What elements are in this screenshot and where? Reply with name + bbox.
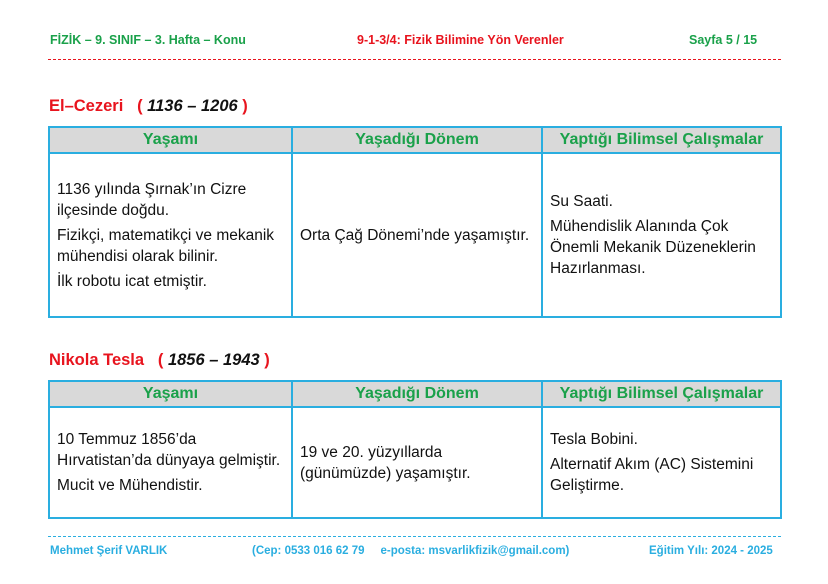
footer-contact: (Cep: 0533 016 62 79 e-posta: msvarlikfizik@gmail.com) bbox=[252, 545, 570, 557]
column-header-life: Yaşamı bbox=[49, 381, 292, 407]
column-header-works: Yaptığı Bilimsel Çalışmalar bbox=[542, 127, 781, 153]
table-row bbox=[49, 407, 781, 518]
table-row bbox=[49, 153, 781, 317]
footer-author: Mehmet Şerif VARLIK bbox=[50, 545, 168, 557]
column-header-period: Yaşadığı Dönem bbox=[292, 127, 542, 153]
cell-works bbox=[542, 153, 781, 317]
scientist-name: El–Cezeri bbox=[49, 97, 124, 115]
table-header-row bbox=[49, 381, 781, 407]
header-topic-title: 9-1-3/4: Fizik Bilimine Yön Verenler bbox=[357, 33, 564, 47]
header-course-label: FİZİK – 9. SINIF – 3. Hafta – Konu bbox=[50, 33, 246, 47]
footer-academic-year: Eğitim Yılı: 2024 - 2025 bbox=[649, 545, 773, 557]
cell-period bbox=[292, 407, 542, 518]
cell-works bbox=[542, 407, 781, 518]
scientist-years: 1136 – 1206 bbox=[147, 97, 238, 115]
life-item: 10 Temmuz 1856’da Hırvatistan’da dünyaya gelmiştir. bbox=[57, 431, 281, 469]
cell-life bbox=[49, 153, 292, 317]
header-divider bbox=[48, 59, 781, 60]
life-item: Mucit ve Mühendistir. bbox=[57, 477, 203, 494]
work-item: Mühendislik Alanında Çok Önemli Mekanik Düzeneklerin Hazırlanması. bbox=[550, 218, 756, 277]
section-title-el-cezeri: El–Cezeri ( 1136 – 1206 ) bbox=[49, 97, 248, 115]
el-cezeri-table bbox=[48, 126, 782, 318]
column-header-works: Yaptığı Bilimsel Çalışmalar bbox=[542, 381, 781, 407]
scientist-years: 1856 – 1943 bbox=[167, 351, 260, 369]
work-item: Tesla Bobini. bbox=[550, 431, 638, 448]
header-page-number: Sayfa 5 / 15 bbox=[689, 33, 758, 47]
cell-period bbox=[292, 153, 542, 317]
column-header-life: Yaşamı bbox=[49, 127, 292, 153]
cell-life bbox=[49, 407, 292, 518]
period-item: Orta Çağ Dönemi’nde yaşamıştır. bbox=[300, 226, 530, 244]
scientist-name: Nikola Tesla bbox=[49, 351, 145, 369]
life-item: 1136 yılında Şırnak’ın Cizre ilçesinde doğdu. bbox=[57, 180, 247, 219]
work-item: Su Saati. bbox=[550, 193, 613, 210]
work-item: Alternatif Akım (AC) Sistemini Geliştirme. bbox=[550, 456, 754, 494]
life-item: İlk robotu icat etmiştir. bbox=[57, 272, 207, 290]
table-header-row bbox=[49, 127, 781, 153]
footer-divider bbox=[48, 536, 781, 537]
section-title-nikola-tesla: Nikola Tesla ( 1856 – 1943 ) bbox=[49, 351, 270, 369]
period-item: 19 ve 20. yüzyıllarda (günümüzde) yaşamıştır. bbox=[300, 443, 471, 482]
column-header-period: Yaşadığı Dönem bbox=[292, 381, 542, 407]
nikola-tesla-table bbox=[48, 380, 782, 519]
life-item: Fizikçi, matematikçi ve mekanik mühendisi olarak bilinir. bbox=[57, 226, 275, 265]
